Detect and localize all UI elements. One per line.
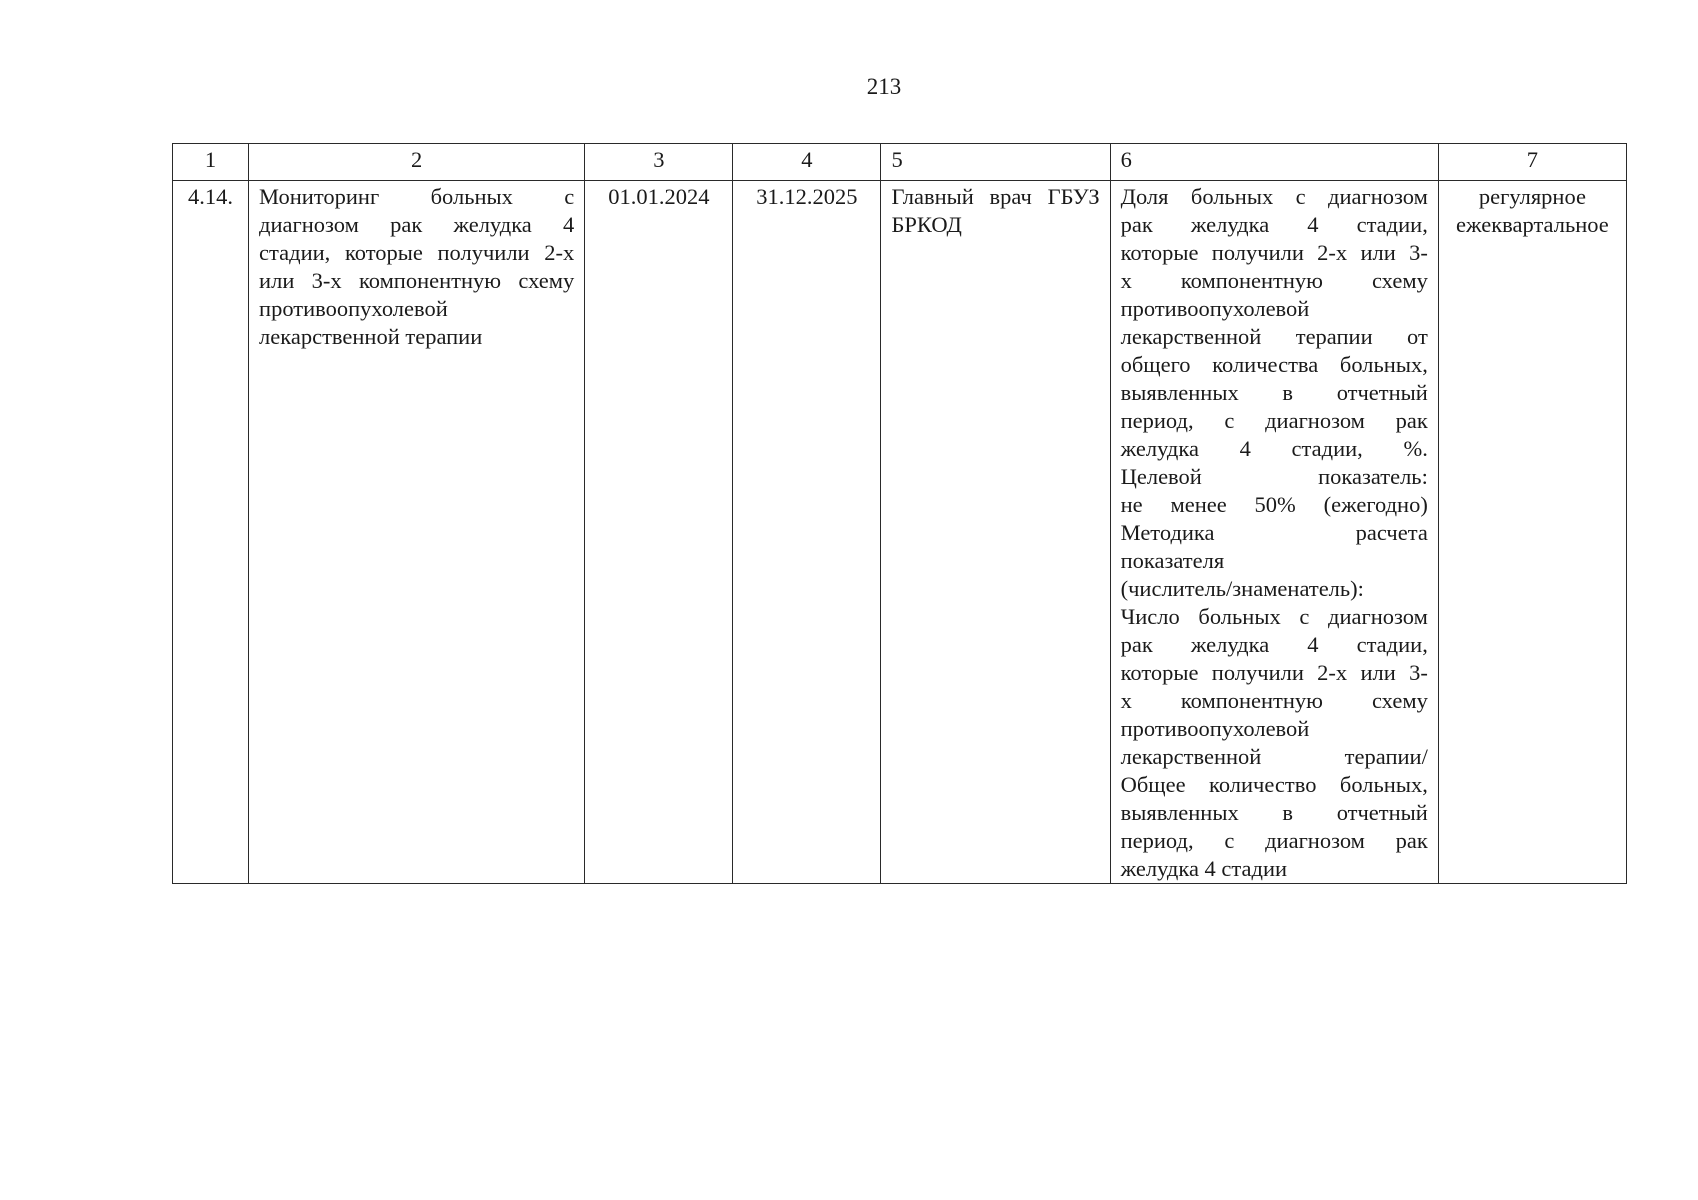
end-date-cell: 31.12.2025 — [733, 181, 881, 884]
document-table — [172, 143, 1627, 884]
indicator-line: выявленных в отчетный — [1120, 380, 1428, 405]
indicator-line: Число больных с диагнозом — [1120, 604, 1428, 629]
indicator-line: противоопухолевой — [1120, 716, 1310, 741]
indicator-line: Доля больных с диагнозом — [1120, 184, 1428, 209]
indicator-line: противоопухолевой — [1120, 296, 1310, 321]
indicator-line: лекарственной терапии от — [1120, 324, 1428, 349]
indicator-line: Общее количество больных, — [1120, 772, 1428, 797]
header-col-3: 3 — [585, 144, 733, 181]
indicator-line: период, с диагнозом рак — [1120, 828, 1428, 853]
indicator-line: х компонентную схему — [1120, 268, 1428, 293]
indicator-line: Методика расчета — [1120, 520, 1428, 545]
indicator-line: х компонентную схему — [1120, 688, 1428, 713]
indicator-line: рак желудка 4 стадии, — [1120, 212, 1428, 237]
header-col-4: 4 — [733, 144, 881, 181]
start-date-cell: 01.01.2024 — [585, 181, 733, 884]
indicator-line: желудка 4 стадии, %. — [1120, 436, 1428, 461]
frequency-line: регулярное — [1478, 184, 1586, 209]
indicator-line: не менее 50% (ежегодно) — [1120, 492, 1428, 517]
indicator-line: которые получили 2-х или 3- — [1120, 660, 1428, 685]
indicator-line: выявленных в отчетный — [1120, 800, 1428, 825]
header-col-5: 5 — [881, 144, 1110, 181]
indicator-line: общего количества больных, — [1120, 352, 1428, 377]
frequency-cell — [1438, 181, 1626, 884]
table-row — [173, 181, 1627, 884]
indicator-line: показателя — [1120, 548, 1225, 573]
indicator-line: рак желудка 4 стадии, — [1120, 632, 1428, 657]
header-col-7: 7 — [1438, 144, 1626, 181]
table-header-row — [173, 144, 1627, 181]
responsible-cell: Главный врач ГБУЗ БРКОД — [881, 181, 1110, 884]
activity-cell: Мониторинг больных с диагнозом рак желудка 4 стадии, которые получили 2-х или 3-х компонентную схему противоопухолевой лекарственной терапии — [249, 181, 585, 884]
indicator-line: (числитель/знаменатель): — [1120, 576, 1364, 601]
header-col-6: 6 — [1110, 144, 1438, 181]
header-col-1: 1 — [173, 144, 249, 181]
header-col-2: 2 — [249, 144, 585, 181]
indicator-line: желудка 4 стадии — [1120, 856, 1288, 881]
frequency-line: ежеквартальное — [1456, 212, 1609, 237]
page-number: 213 — [866, 74, 902, 99]
indicator-line: лекарственной терапии/ — [1120, 744, 1428, 769]
indicator-cell — [1110, 181, 1438, 884]
row-number: 4.14. — [173, 181, 249, 884]
indicator-line: Целевой показатель: — [1120, 464, 1428, 489]
indicator-line: которые получили 2-х или 3- — [1120, 240, 1428, 265]
indicator-line: период, с диагнозом рак — [1120, 408, 1428, 433]
